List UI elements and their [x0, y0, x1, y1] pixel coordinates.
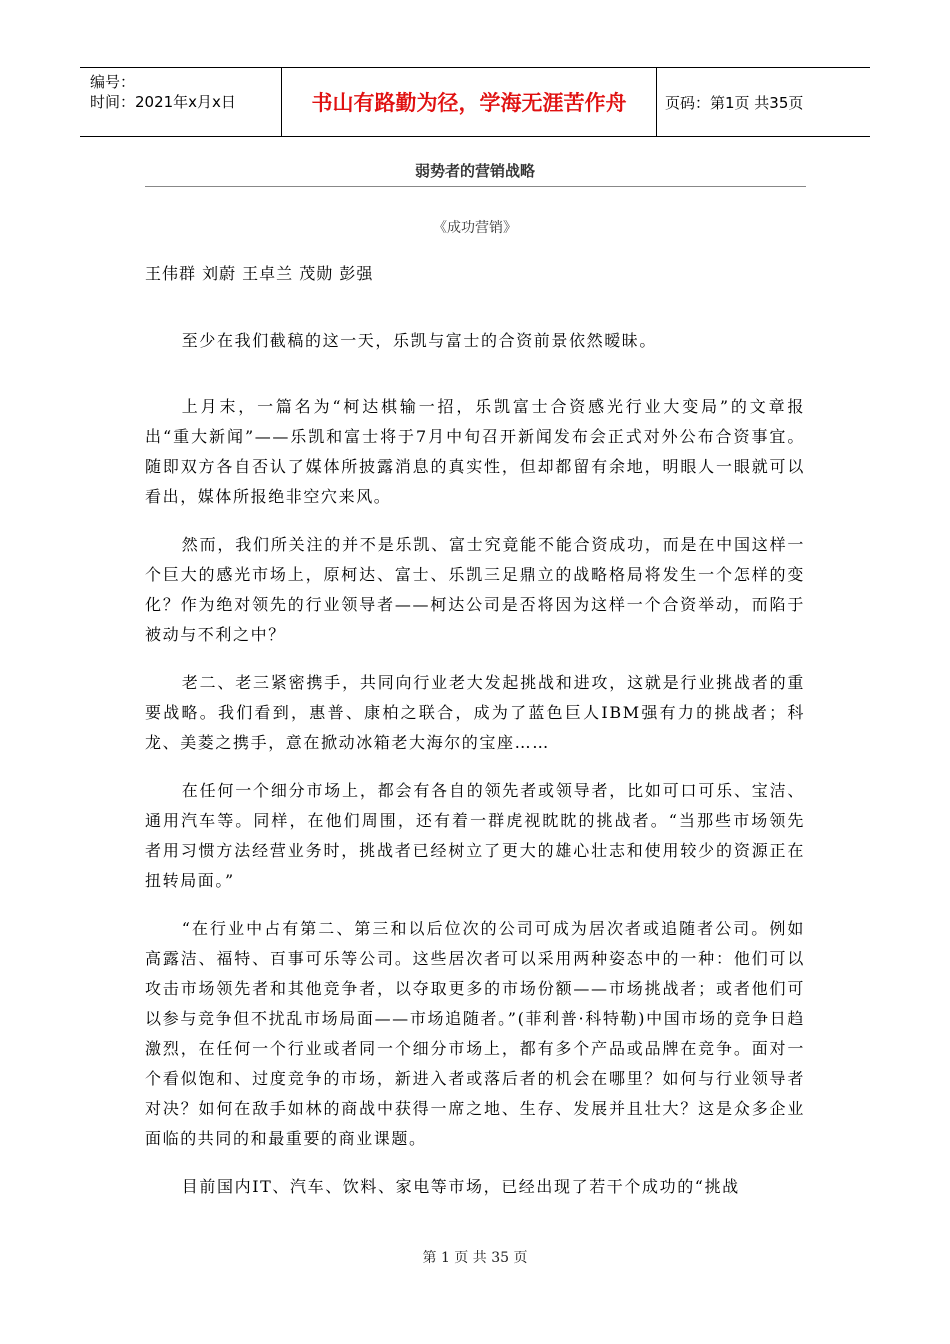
document-title: 弱势者的营销战略 — [414, 162, 535, 180]
title-divider — [145, 186, 806, 187]
header-motto: 书山有路勤为径，学海无涯苦作舟 — [282, 68, 657, 136]
document-time-label: 时间：2021年x月x日 — [90, 93, 236, 111]
paragraph: “在行业中占有第二、第三和以后位次的公司可成为居次者或追随者公司。例如高露洁、福特、百事可乐等公司。这些居次者可以采用两种姿态中的一种：他们可以攻击市场领先者和其他竞争者，以夺取更多的市场份额——市场挑战者；或者他们可以参与竞争但不扰乱市场局面——市场追随者。”(菲利普·科特勒)中国市场的竞争日趋激烈，在任何一个行业或者同一个细分市场上，都有多个产品或品牌在竞争。面对一个看似饱和、过度竞争的市场，新进入者或落后者的机会在哪里？如何与行业领导者对决？如何在敌手如林的商战中获得一席之地、生存、发展并且壮大？这是众多企业面临的共同的和最重要的商业课题。 — [145, 919, 805, 1148]
header-meta-cell — [80, 68, 282, 136]
page-footer: 第 1 页 共 35 页 — [422, 1250, 528, 1266]
header-page-info: 页码：第1页 共35页 — [665, 93, 804, 112]
header-table — [80, 67, 870, 137]
article-body — [145, 326, 805, 1220]
paragraph: 然而，我们所关注的并不是乐凯、富士究竟能不能合资成功，而是在中国这样一个巨大的感光市场上，原柯达、富士、乐凯三足鼎立的战略格局将发生一个怎样的变化？作为绝对领先的行业领导者——柯达公司是否将因为这样一个合资举动，而陷于被动与不利之中？ — [145, 535, 805, 644]
document-authors: 王伟群 刘蔚 王卓兰 茂勋 彭强 — [145, 264, 374, 283]
document-number-label: 编号： — [90, 73, 136, 91]
paragraph: 目前国内IT、汽车、饮料、家电等市场，已经出现了若干个成功的“挑战 — [181, 1177, 740, 1196]
paragraph: 老二、老三紧密携手，共同向行业老大发起挑战和进攻，这就是行业挑战者的重要战略。我们看到，惠普、康柏之联合，成为了蓝色巨人IBM强有力的挑战者；科龙、美菱之携手，意在掀动冰箱老大海尔的宝座…… — [145, 673, 805, 752]
document-source: 《成功营销》 — [433, 220, 517, 236]
paragraph: 至少在我们截稿的这一天，乐凯与富士的合资前景依然暧昧。 — [181, 331, 657, 350]
paragraph: 上月末，一篇名为“柯达棋输一招，乐凯富士合资感光行业大变局”的文章报出“重大新闻”——乐凯和富士将于7月中旬召开新闻发布会正式对外公布合资事宜。随即双方各自否认了媒体所披露消息的真实性，但却都留有余地，明眼人一眼就可以看出，媒体所报绝非空穴来风。 — [145, 397, 805, 506]
paragraph: 在任何一个细分市场上，都会有各自的领先者或领导者，比如可口可乐、宝洁、通用汽车等。同样，在他们周围，还有着一群虎视眈眈的挑战者。“当那些市场领先者用习惯方法经营业务时，挑战者已经树立了更大的雄心壮志和使用较少的资源正在扭转局面。” — [145, 781, 805, 890]
